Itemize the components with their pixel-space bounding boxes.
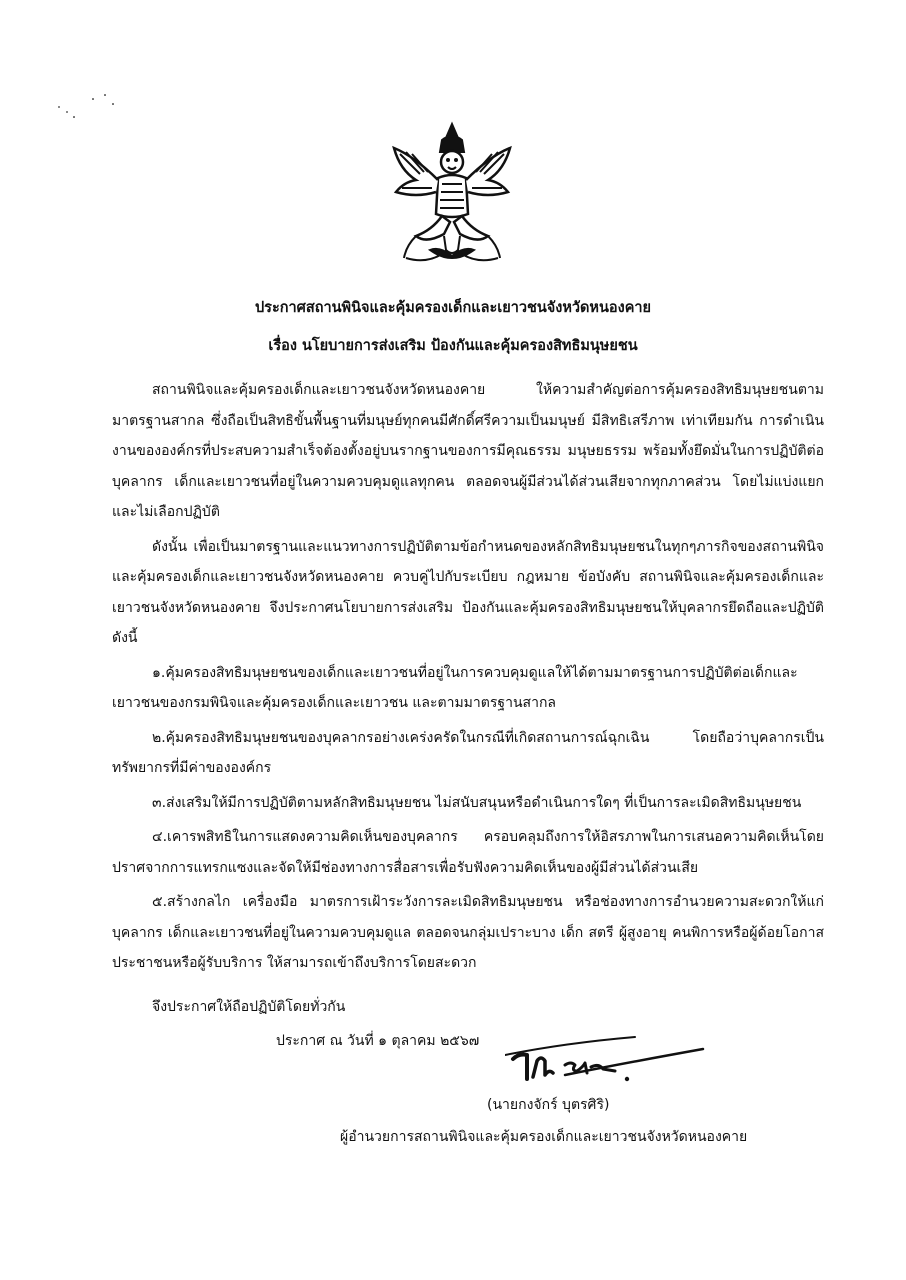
- garuda-emblem-icon: [386, 118, 518, 268]
- policy-item-4: ๔.เคารพสิทธิในการแสดงความคิดเห็นของบุคลากร ครอบคลุมถึงการให้อิสรภาพในการเสนอความคิดเห็นโดยปราศจากการแทรกแซงและจัดให้มีช่องทางการสื่อสารเพื่อรับฟังความคิดเห็นของผู้มีส่วนได้ส่วนเสีย: [112, 829, 824, 876]
- announcement-title: ประกาศสถานพินิจและคุ้มครองเด็กและเยาวชนจังหวัดหนองคาย: [254, 300, 652, 316]
- scan-speck: [104, 94, 106, 96]
- paragraph-intro: สถานพินิจและคุ้มครองเด็กและเยาวชนจังหวัดหนองคาย ให้ความสำคัญต่อการคุ้มครองสิทธิมนุษยชนตามมาตรฐานสากล ซึ่งถือเป็นสิทธิขั้นพื้นฐานที่มนุษย์ทุกคนมีศักดิ์ศรีความเป็นมนุษย์ มีสิทธิเสรีภาพ เท่าเทียมกัน การดำเนินงานขององค์กรที่ประสบความสำเร็จต้องตั้งอยู่บนรากฐานของการมีคุณธรรม มนุษยธรรม พร้อมทั้งยึดมั่นในการปฏิบัติต่อบุคลากร เด็กและเยาวชนที่อยู่ในความควบคุมดูแลทุกคน ตลอดจนผู้มีส่วนได้ส่วนเสียจากทุกภาคส่วน โดยไม่แบ่งแยกและไม่เลือกปฏิบัติ: [112, 382, 824, 520]
- announcement-subject: เรื่อง นโยบายการส่งเสริม ป้องกันและคุ้มครองสิทธิมนุษยชน: [268, 338, 638, 354]
- handwritten-signature: [505, 1033, 710, 1093]
- signer-name: (นายกงจักร์ บุตรศิริ): [487, 1097, 610, 1113]
- policy-item-1: ๑.คุ้มครองสิทธิมนุษยชนของเด็กและเยาวชนที่อยู่ในการควบคุมดูแลให้ได้ตามมาตรฐานการปฏิบัติต่อเด็กและเยาวชนของกรมพินิจและคุ้มครองเด็กและเยาวชน และตามมาตรฐานสากล: [112, 664, 798, 711]
- signer-position: ผู้อำนวยการสถานพินิจและคุ้มครองเด็กและเยาวชนจังหวัดหนองคาย: [340, 1129, 748, 1145]
- policy-item-2: ๒.คุ้มครองสิทธิมนุษยชนของบุคลากรอย่างเคร่งครัดในกรณีที่เกิดสถานการณ์ฉุกเฉิน โดยถือว่าบุคลากรเป็นทรัพยากรที่มีค่าขององค์กร: [112, 729, 824, 776]
- announcement-date: ประกาศ ณ วันที่ ๑ ตุลาคม ๒๕๖๗: [276, 1033, 480, 1049]
- paragraph-purpose: ดังนั้น เพื่อเป็นมาตรฐานและแนวทางการปฏิบัติตามข้อกำหนดของหลักสิทธิมนุษยชนในทุกๆภารกิจของสถานพินิจและคุ้มครองเด็กและเยาวชนจังหวัดหนองคาย ควบคู่ไปกับระเบียบ กฎหมาย ข้อบังคับ สถานพินิจและคุ้มครองเด็กและเยาวชนจังหวัดหนองคาย จึงประกาศนโยบายการส่งเสริม ป้องกันและคุ้มครองสิทธิมนุษยชนให้บุคลากรยึดถือและปฏิบัติ ดังนี้: [112, 538, 824, 646]
- scan-speck: [112, 103, 114, 105]
- scan-speck: [73, 116, 75, 118]
- policy-item-5: ๕.สร้างกลไก เครื่องมือ มาตรการเฝ้าระวังการละเมิดสิทธิมนุษยชน หรือช่องทางการอำนวยความสะดวกให้แก่บุคลากร เด็กและเยาวชนที่อยู่ในความควบคุมดูแล ตลอดจนกลุ่มเปราะบาง เด็ก สตรี ผู้สูงอายุ คนพิการหรือผู้ด้อยโอกาส ประชาชนหรือผู้รับบริการ ให้สามารถเข้าถึงบริการโดยสะดวก: [112, 894, 824, 971]
- scan-speck: [92, 98, 94, 100]
- policy-item-3: ๓.ส่งเสริมให้มีการปฏิบัติตามหลักสิทธิมนุษยชน ไม่สนับสนุนหรือดำเนินการใดๆ ที่เป็นการละเมิดสิทธิมนุษยชน: [152, 794, 802, 811]
- announcement-body: [112, 375, 824, 983]
- closing-statement: จึงประกาศให้ถือปฏิบัติโดยทั่วกัน: [152, 999, 346, 1015]
- scan-speck: [58, 106, 60, 108]
- scan-speck: [66, 111, 68, 113]
